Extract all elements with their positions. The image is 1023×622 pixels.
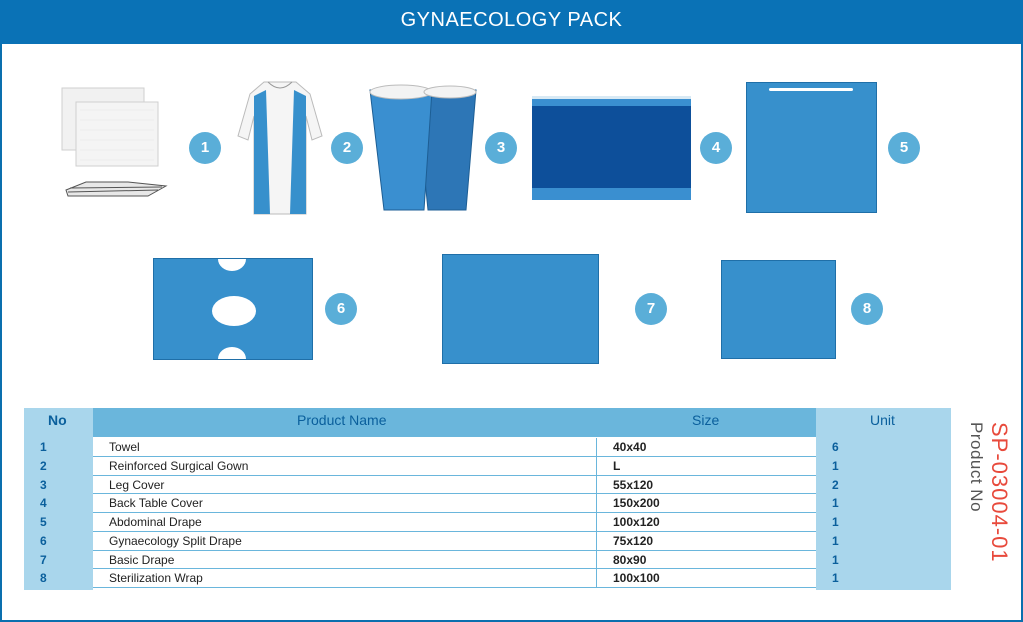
header-no: No — [48, 412, 67, 428]
row-unit: 1 — [832, 496, 839, 511]
item-badge-3: 3 — [485, 132, 517, 164]
table-row — [24, 438, 951, 457]
table-row — [24, 457, 951, 476]
row-name: Back Table Cover — [93, 494, 596, 513]
table-row — [24, 532, 951, 551]
item-badge-7: 7 — [635, 293, 667, 325]
row-name: Leg Cover — [93, 476, 596, 495]
header-unit: Unit — [870, 412, 895, 428]
row-unit: 1 — [832, 458, 839, 473]
table-row — [24, 551, 951, 570]
back-table-cover-icon — [532, 96, 691, 200]
row-unit: 1 — [832, 552, 839, 567]
row-name: Towel — [93, 438, 596, 457]
header-size: Size — [692, 412, 720, 428]
row-name: Basic Drape — [93, 551, 596, 570]
sterilization-wrap-icon — [721, 260, 836, 359]
item-badge-5: 5 — [888, 132, 920, 164]
row-size: 100x100 — [596, 569, 816, 588]
item-badge-2: 2 — [331, 132, 363, 164]
page-title: GYNAECOLOGY PACK — [0, 0, 1023, 44]
row-size: L — [596, 457, 816, 476]
row-size: 80x90 — [596, 551, 816, 570]
row-name: Abdominal Drape — [93, 513, 596, 532]
row-name: Reinforced Surgical Gown — [93, 457, 596, 476]
product-table — [24, 408, 951, 590]
basic-drape-icon — [442, 254, 599, 364]
row-size: 40x40 — [596, 438, 816, 457]
row-unit: 6 — [832, 440, 839, 454]
table-row — [24, 569, 951, 588]
row-size: 100x120 — [596, 513, 816, 532]
row-no: 6 — [40, 533, 47, 548]
row-no: 3 — [40, 477, 47, 492]
abdominal-drape-icon — [746, 82, 877, 213]
table-row — [24, 494, 951, 513]
surgical-gown-icon — [236, 76, 324, 216]
table-row — [24, 476, 951, 495]
row-size: 55x120 — [596, 476, 816, 495]
row-name: Gynaecology Split Drape — [93, 532, 596, 551]
row-unit: 1 — [832, 533, 839, 548]
item-badge-4: 4 — [700, 132, 732, 164]
table-row — [24, 513, 951, 532]
row-no: 7 — [40, 552, 47, 567]
row-no: 4 — [40, 496, 47, 511]
item-badge-8: 8 — [851, 293, 883, 325]
item-badge-6: 6 — [325, 293, 357, 325]
row-no: 2 — [40, 458, 47, 473]
row-no: 1 — [40, 440, 47, 454]
row-size: 150x200 — [596, 494, 816, 513]
table-body — [24, 438, 951, 588]
product-number — [960, 422, 1012, 582]
product-number-label: Product No — [967, 422, 986, 513]
towel-icon — [58, 86, 170, 200]
item-badge-1: 1 — [189, 132, 221, 164]
split-drape-icon — [153, 258, 313, 360]
product-number-rotated — [966, 422, 1012, 563]
row-unit: 2 — [832, 477, 839, 492]
row-name: Sterilization Wrap — [93, 569, 596, 588]
row-no: 8 — [40, 571, 47, 586]
row-no: 5 — [40, 515, 47, 529]
leg-cover-icon — [366, 80, 480, 212]
row-size: 75x120 — [596, 532, 816, 551]
header-product-name: Product Name — [297, 412, 387, 428]
row-unit: 1 — [832, 571, 839, 586]
product-number-code: SP-03004-01 — [987, 422, 1012, 563]
row-unit: 1 — [832, 515, 839, 529]
